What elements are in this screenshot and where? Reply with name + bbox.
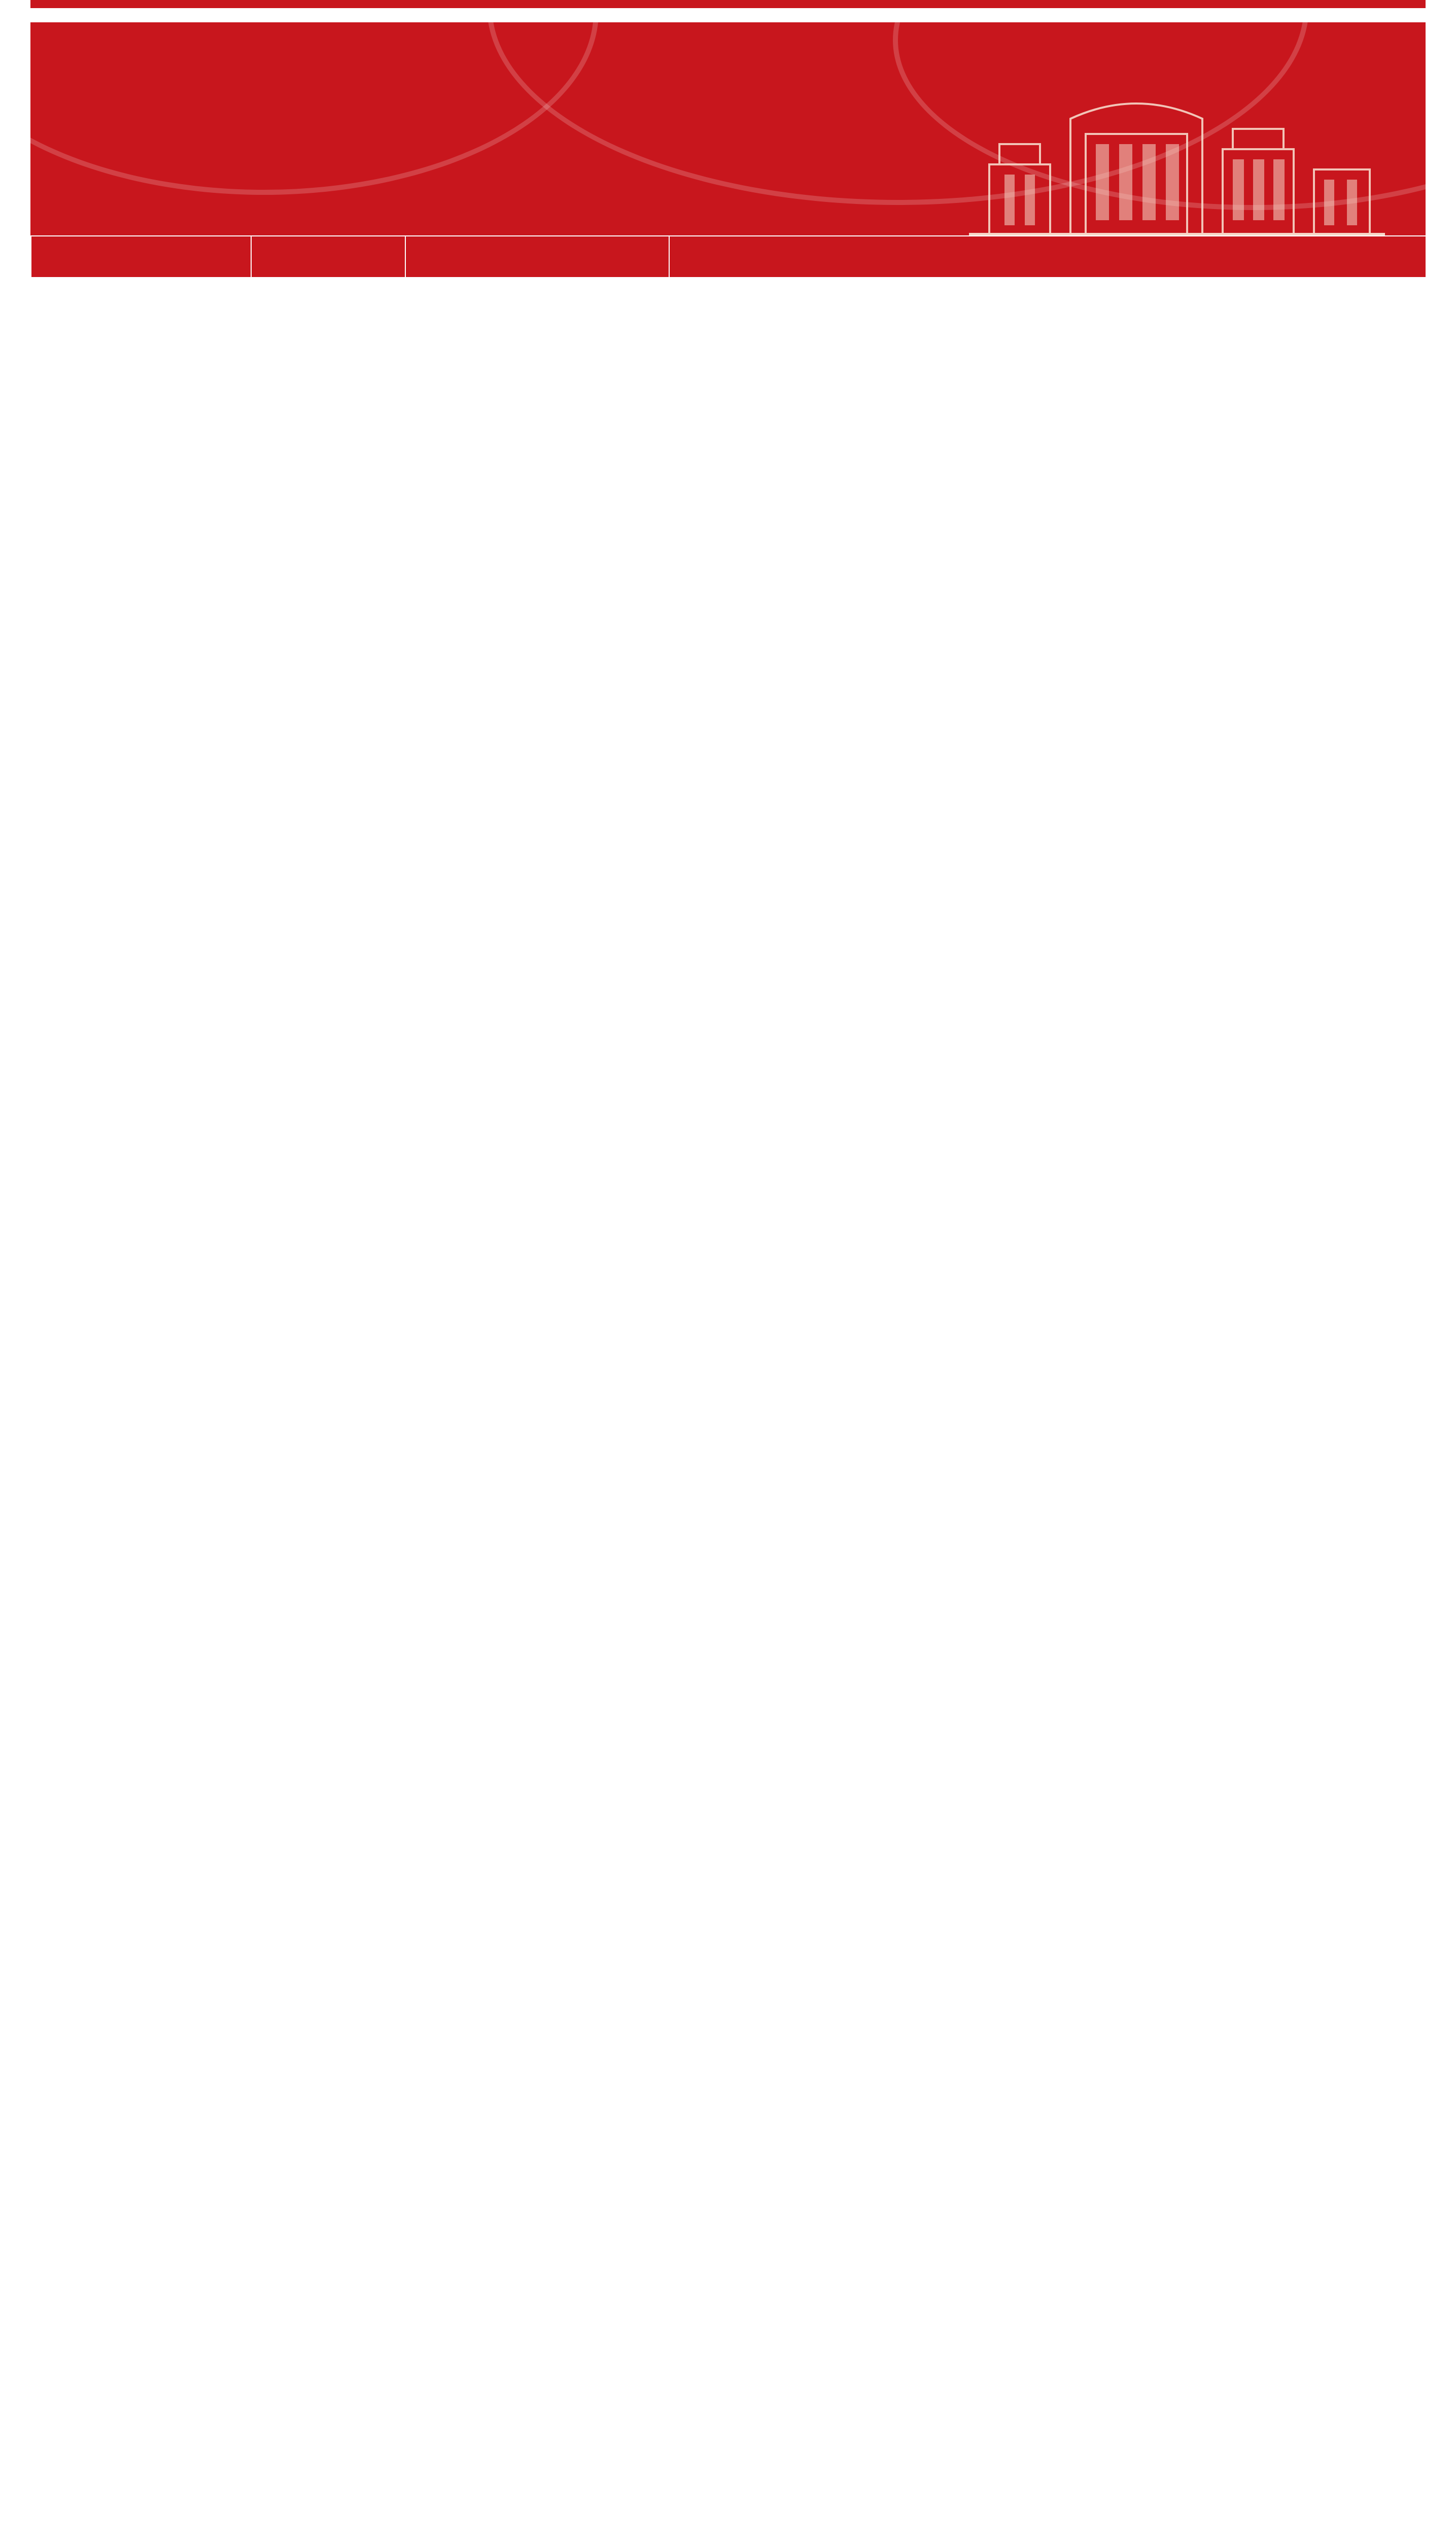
column-header-trend (405, 236, 669, 278)
disclaimer-text (251, 0, 1426, 8)
report-header (30, 22, 1426, 235)
column-header-sector (31, 236, 251, 278)
column-header-logic (669, 236, 1426, 278)
strategy-table (30, 235, 1427, 278)
disclaimer-block (30, 0, 1426, 8)
building-illustration-icon (969, 88, 1385, 235)
disclaimer-label (30, 0, 251, 8)
table-header-row (31, 236, 1426, 278)
column-header-variety (251, 236, 405, 278)
